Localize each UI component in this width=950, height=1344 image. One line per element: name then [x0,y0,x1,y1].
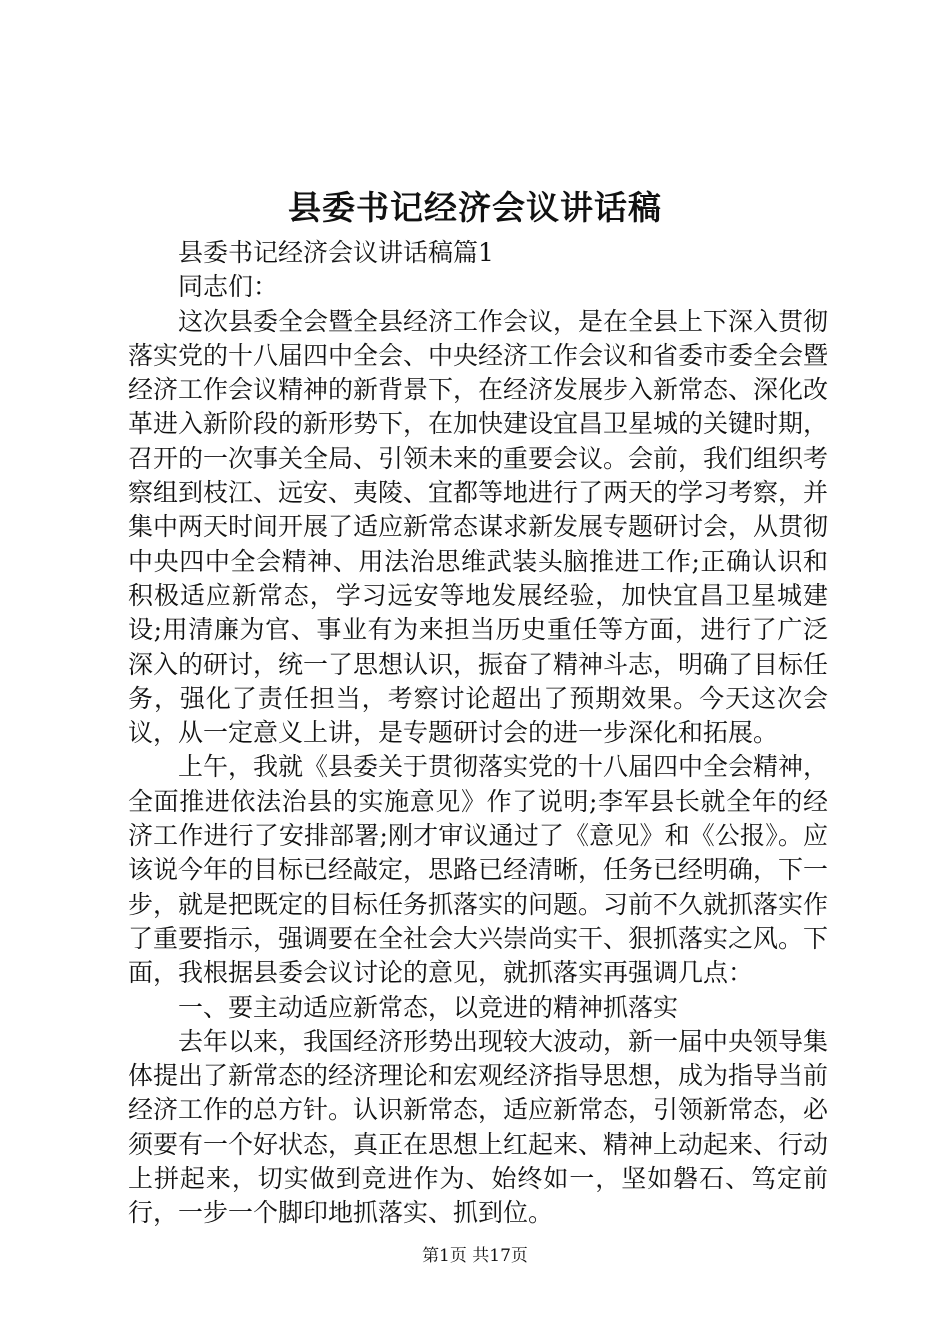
document-title: 县委书记经济会议讲话稿 [288,188,662,227]
paragraph: 这次县委全会暨全县经济工作会议，是在全县上下深入贯彻落实党的十八届四中全会、中央经济工作会议和省委市委全会暨经济工作会议精神的新背景下，在经济发展步入新常态、深化改革进入新阶段的新形势下，在加快建设宜昌卫星城的关键时期，召开的一次事关全局、引领未来的重要会议。会前，我们组织考察组到枝江、远安、夷陵、宜都等地进行了两天的学习考察，并集中两天时间开展了适应新常态谋求新发展专题研讨会，从贯彻中央四中全会精神、用法治思维武装头脑推进工作;正确认识和积极适应新常态，学习远安等地发展经验，加快宜昌卫星城建设;用清廉为官、事业有为来担当历史重任等方面，进行了广泛深入的研讨，统一了思想认识，振奋了精神斗志，明确了目标任务，强化了责任担当，考察讨论超出了预期效果。今天这次会议，从一定意义上讲，是专题研讨会的进一步深化和拓展。 [128,306,829,748]
page-number: 第1页 共17页 [422,1246,528,1266]
paragraph: 去年以来，我国经济形势出现较大波动，新一届中央领导集体提出了新常态的经济理论和宏观经济指导思想，成为指导当前经济工作的总方针。认识新常态，适应新常态，引领新常态，必须要有一个好状态，真正在思想上红起来、精神上动起来、行动上拼起来，切实做到竞进作为、始终如一，坚如磐石、笃定前行，一步一个脚印地抓落实、抓到位。 [128,1026,829,1228]
paragraph: 上午，我就《县委关于贯彻落实党的十八届四中全会精神，全面推进依法治县的实施意见》作了说明;李军县长就全年的经济工作进行了安排部署;刚才审议通过了《意见》和《公报》。应该说今年的目标已经敲定，思路已经清晰，任务已经明确，下一步，就是把既定的目标任务抓落实的问题。习前不久就抓落实作了重要指示，强调要在全社会大兴崇尚实干、狠抓落实之风。下面，我根据县委会议讨论的意见，就抓落实再强调几点： [128,752,829,988]
section-heading: 一、要主动适应新常态，以竞进的精神抓落实 [178,992,679,1022]
document-body [128,236,828,1231]
salutation: 同志们： [178,272,279,302]
subtitle: 县委书记经济会议讲话稿篇1 [178,238,494,267]
